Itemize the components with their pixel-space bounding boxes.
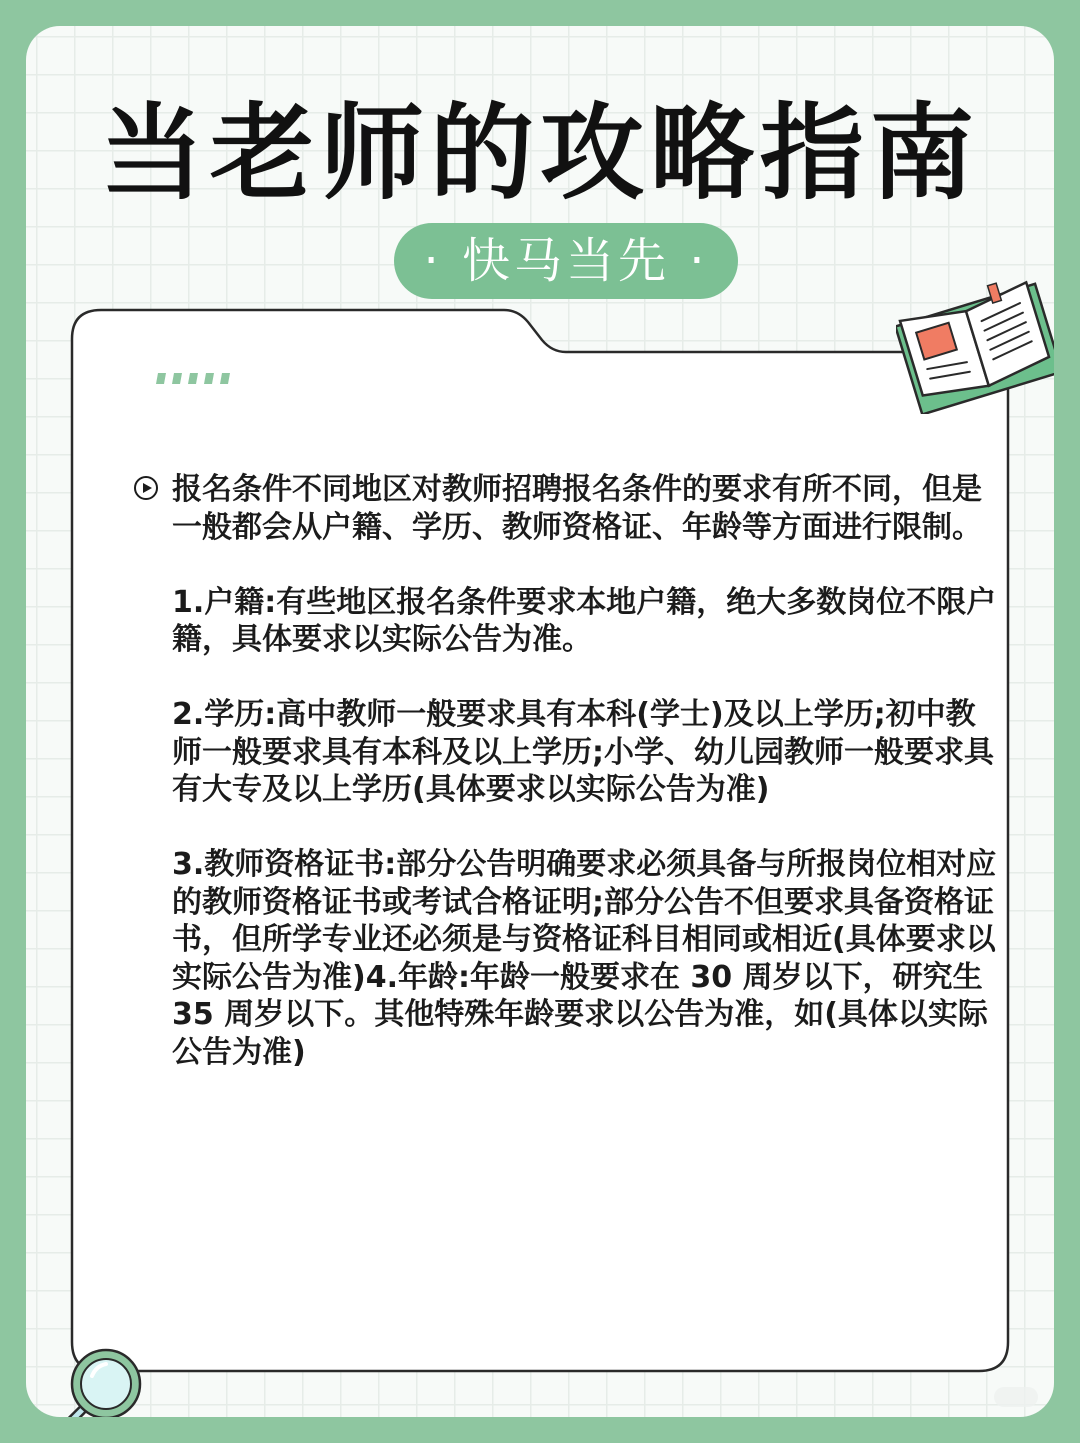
paragraph-household — [134, 584, 1004, 659]
paragraph-certificate — [134, 846, 1004, 1071]
magnifying-glass-icon — [40, 1344, 150, 1417]
paragraph-text: 2.学历:高中教师一般要求具有本科(学士)及以上学历;初中教师一般要求具有本科及以上学历;小学、幼儿园教师一般要求具有大专及以上学历(具体要求以实际公告为准) — [172, 697, 994, 807]
decorative-dashes — [156, 373, 246, 387]
subtitle-pill: · 快马当先 · — [394, 223, 738, 299]
watermark-badge — [994, 1387, 1038, 1407]
paragraph-text: 报名条件不同地区对教师招聘报名条件的要求有所不同，但是一般都会从户籍、学历、教师资格证、年龄等方面进行限制。 — [172, 472, 982, 545]
circle-arrow-icon — [134, 476, 158, 500]
open-book-icon — [896, 264, 1054, 414]
paragraph-text: 1.户籍:有些地区报名条件要求本地户籍，绝大多数岗位不限户籍，具体要求以实际公告为准。 — [172, 584, 997, 657]
content-sheet — [26, 26, 1054, 1417]
paragraph-education — [134, 696, 1004, 809]
paragraph-intro — [134, 471, 1004, 546]
paragraph-text: 3.教师资格证书:部分公告明确要求必须具备与所报岗位相对应的教师资格证书或考试合格证明;部分公告不但要求具备资格证书，但所学专业还必须是与资格证科目相同或相近(具体要求以实际公告为准)4.年龄:年龄一般要求在 30 周岁以下，研究生 35 周岁以下。其他特殊年龄要求以公告为准，如(具体以实际公告为准) — [172, 847, 997, 1070]
page-title: 当老师的攻略指南 — [99, 92, 980, 214]
article-body — [134, 471, 1004, 1071]
